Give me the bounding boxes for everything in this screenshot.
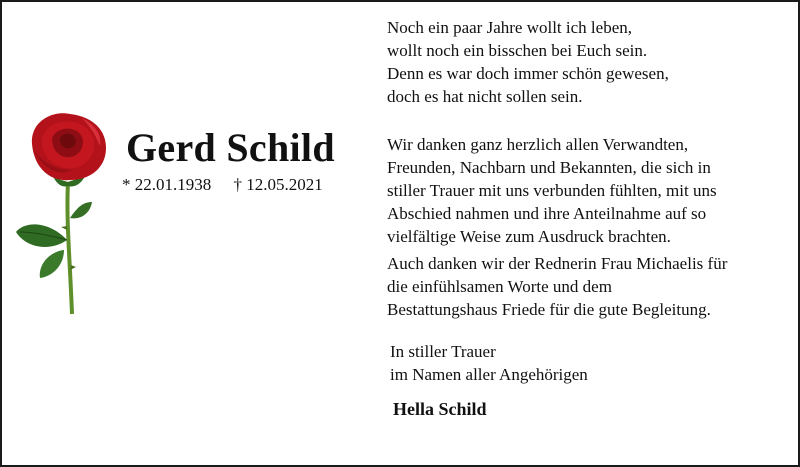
signoff-line: im Namen aller Angehörigen bbox=[390, 365, 588, 384]
thanks-line: vielfältige Weise zum Ausdruck brachten. bbox=[387, 227, 671, 246]
deceased-name: Gerd Schild bbox=[126, 125, 335, 170]
poem-line: Noch ein paar Jahre wollt ich leben, bbox=[387, 18, 632, 37]
thanks-line: stiller Trauer mit uns verbunden fühlten, mit uns bbox=[387, 181, 717, 200]
thanks-line: die einfühlsamen Worte und dem bbox=[387, 277, 612, 296]
thanks-line: Abschied nahmen und ihre Anteilnahme auf so bbox=[387, 204, 707, 223]
poem-line: wollt noch ein bisschen bei Euch sein. bbox=[387, 41, 648, 60]
poem-line: Denn es war doch immer schön gewesen, bbox=[387, 64, 669, 83]
thanks-line: Bestattungshaus Friede für die gute Begleitung. bbox=[387, 300, 711, 319]
poem-verse bbox=[387, 16, 787, 108]
thanks-line: Auch danken wir der Rednerin Frau Michaelis für bbox=[387, 254, 728, 273]
poem-line: doch es hat nicht sollen sein. bbox=[387, 87, 583, 106]
thanks-line: Freunden, Nachbarn und Bekannten, die sich in bbox=[387, 158, 711, 177]
death-date: † 12.05.2021 bbox=[233, 175, 323, 194]
signoff-block bbox=[390, 340, 790, 386]
additional-thanks-paragraph bbox=[387, 252, 787, 321]
red-rose-icon bbox=[12, 110, 116, 316]
birth-date: * 22.01.1938 bbox=[122, 175, 212, 194]
thanks-line: Wir danken ganz herzlich allen Verwandten, bbox=[387, 135, 689, 154]
signer-name: Hella Schild bbox=[393, 399, 487, 419]
signoff-line: In stiller Trauer bbox=[390, 342, 496, 361]
thanks-paragraph bbox=[387, 133, 787, 248]
life-dates bbox=[122, 174, 323, 196]
